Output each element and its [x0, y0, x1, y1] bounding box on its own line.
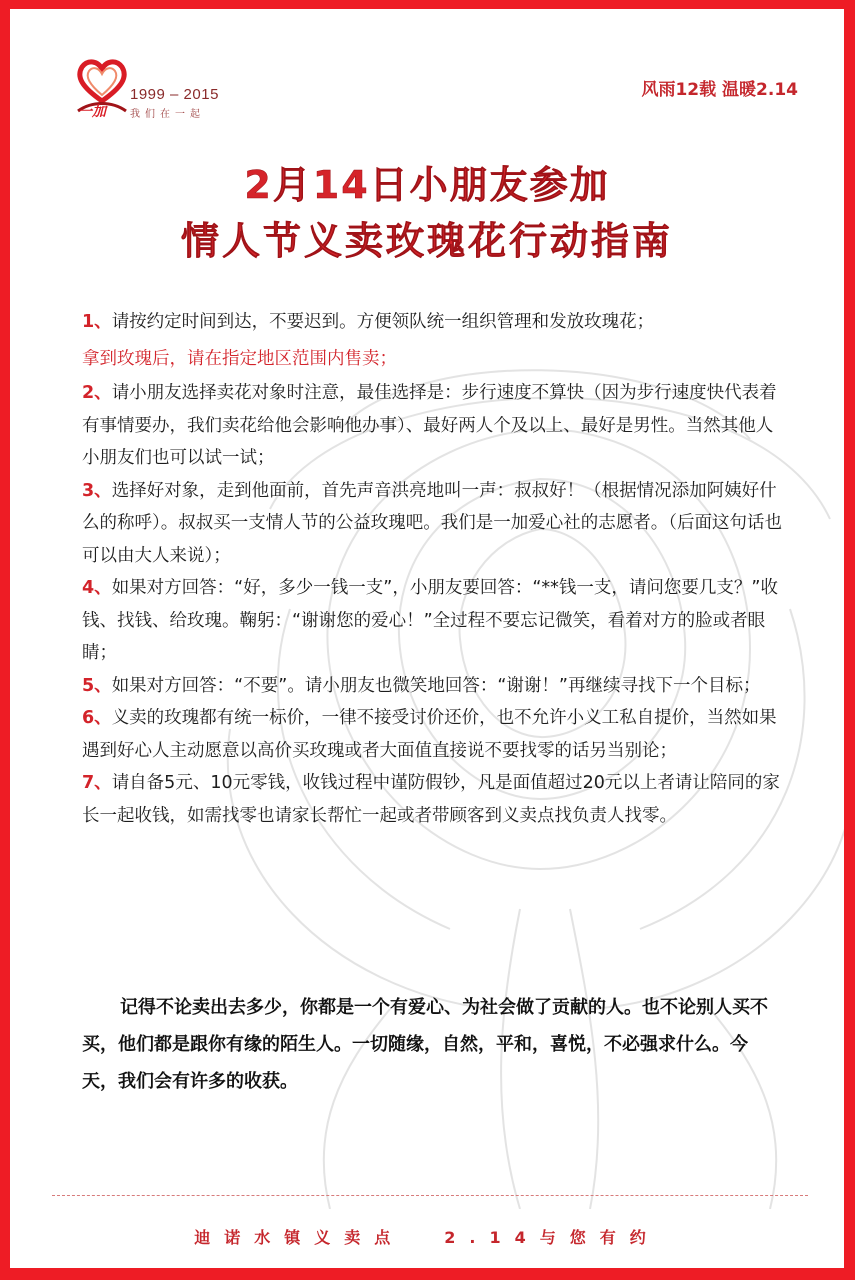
- guide-item-6: [82, 702, 782, 767]
- item-number: 7、: [82, 773, 112, 793]
- guide-item-7: [82, 767, 782, 832]
- item-number: 4、: [82, 578, 112, 598]
- item-text: 请自备5元、10元零钱，收钱过程中谨防假钞，凡是面值超过20元以上者请让陪同的家长一起收钱，如需找零也请家长帮忙一起或者带顾客到义卖点找负责人找零。: [82, 773, 780, 826]
- poster-sheet: [10, 9, 844, 1268]
- logo-name: 一加: [78, 104, 106, 120]
- logo-years: 1999 – 2015: [130, 86, 219, 103]
- item-text: 选择好对象，走到他面前，首先声音洪亮地叫一声：叔叔好！（根据情况添加阿姨好什么的称呼）。叔叔买一支情人节的公益玫瑰吧。我们是一加爱心社的志愿者。（后面这句话也可以由大人来说）；: [82, 480, 782, 566]
- guide-item-4: [82, 572, 782, 670]
- item-number: 6、: [82, 708, 112, 728]
- item-number: 2、: [82, 383, 112, 403]
- closing-paragraph: 记得不论卖出去多少，你都是一个有爱心、为社会做了贡献的人。也不论别人买不买，他们都是跟你有缘的陌生人。一切随缘，自然，平和，喜悦，不必强求什么。今天，我们会有许多的收获。: [82, 997, 768, 1092]
- guide-item-2: [82, 377, 782, 475]
- title-line-1: 2月14日小朋友参加: [244, 163, 610, 207]
- footer-location: 迪诺水镇义卖点: [194, 1228, 405, 1247]
- item-text: 请小朋友选择卖花对象时注意，最佳选择是：步行速度不算快（因为步行速度快代表着有事情要办，我们卖花给他会影响他办事）、最好两人个及以上、最好是男性。当然其他人小朋友们也可以试一试；: [82, 383, 777, 468]
- guide-item-3: [82, 475, 782, 573]
- item-number: 5、: [82, 675, 112, 696]
- title-line-2: 情人节义卖玫瑰花行动指南: [180, 219, 673, 263]
- item-number: 3、: [82, 480, 112, 501]
- item-text: 义卖的玫瑰都有统一标价，一律不接受讨价还价，也不允许小义工私自提价，当然如果遇到好心人主动愿意以高价买玫瑰或者大面值直接说不要找零的话另当别论；: [82, 708, 777, 761]
- dashed-divider: [52, 1195, 808, 1196]
- page-title: [10, 157, 844, 269]
- item-text: 如果对方回答：“不要”。请小朋友也微笑地回答：“谢谢！”再继续寻找下一个目标；: [111, 675, 761, 696]
- footer: [10, 1225, 844, 1248]
- slogan: 风雨12载 温暖2.14: [641, 80, 798, 100]
- guide-item-1: [82, 306, 782, 339]
- item-text: 如果对方回答：“好，多少一钱一支”，小朋友要回答：“**钱一支，请问您要几支？”收钱、找钱、给玫瑰。鞠躬：“谢谢您的爱心！”全过程不要忘记微笑，看着对方的脸或者眼睛；: [82, 578, 778, 663]
- guide-item-5: [82, 670, 782, 703]
- guide-highlight: 拿到玫瑰后，请在指定地区范围内售卖；: [82, 348, 397, 369]
- guide-list: [82, 306, 782, 832]
- item-number: 1、: [82, 312, 112, 332]
- logo-tagline: 我们在一起: [130, 109, 205, 120]
- footer-tagline: 2.14与您有约: [444, 1228, 660, 1247]
- item-text: 请按约定时间到达，不要迟到。方便领队统一组织管理和发放玫瑰花；: [111, 312, 655, 332]
